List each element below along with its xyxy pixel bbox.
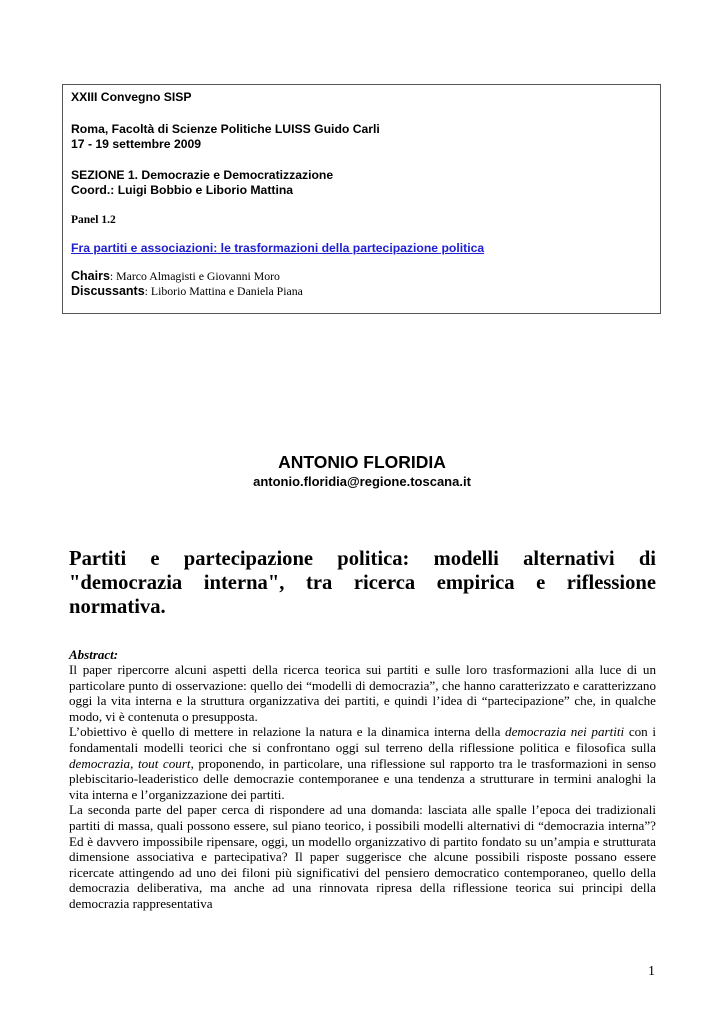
conference-name: XXIII Convegno SISP (71, 90, 192, 104)
abstract-p2-emphasis-3: tout court (137, 755, 191, 771)
discussants-line (71, 284, 303, 299)
chairs-label: Chairs (71, 269, 110, 283)
abstract-p2-emphasis-1: democrazia nei partiti (505, 724, 625, 740)
abstract-p2-text-e: una riflessione sul rapporto tra le trasformazioni in senso plebiscitario-leaderistico delle democrazie contemporanee e una tendenza a strutturare in termini analoghi la vita interna e l’organizzazione dei partiti. (69, 755, 656, 802)
abstract-p2-emphasis-2: democrazia (69, 755, 131, 771)
abstract-p2-text-a: L’obiettivo è quello di mettere in relazione la natura e la dinamica interna della (69, 724, 506, 740)
section-coordinators: Coord.: Luigi Bobbio e Liborio Mattina (71, 183, 294, 197)
page-number: 1 (648, 964, 655, 979)
abstract-p2-emphasis-4: , (339, 755, 343, 771)
chairs-line (71, 269, 280, 284)
abstract-paragraph-3: La seconda parte del paper cerca di rispondere ad una domanda: lasciata alle spalle l’epoca dei tradizionali partiti di massa, quali possono essere, sul piano teorico, i possibili modelli alternativi di “democrazia interna”? Ed è davvero impossibile ripensare, oggi, un modello organizzativo di partito fondato su un’ampia e strutturata dimensione associativa e partecipativa? Il paper suggerisce che alcune possibili risposte possano essere ricercate attingendo ad uno dei filoni più significativi del pensiero democratico contemporaneo, quello della democrazia deliberativa, ma anche ad una rinnovata ripresa della riflessione teorica sui principi della democrazia rappresentativa (69, 802, 656, 911)
section-title: SEZIONE 1. Democrazie e Democratizzazione (71, 168, 334, 182)
abstract-paragraph-1: Il paper ripercorre alcuni aspetti della ricerca teorica sui partiti e sulle loro trasformazioni alla luce di un particolare punto di osservazione: quello dei “modelli di democrazia”, che hanno caratterizzato e caratterizzano oggi la vita interna e la struttura organizzativa dei partiti, e quindi l’idea di “partecipazione” che, in qualche modo, vi è contenuta o presupposta. (69, 662, 656, 724)
discussants-names: : Liborio Mattina e Daniela Piana (144, 284, 303, 298)
chairs-names: : Marco Almagisti e Giovanni Moro (109, 269, 280, 283)
abstract-body (69, 662, 656, 912)
paper-title: Partiti e partecipazione politica: modelli alternativi di "democrazia interna", tra ricerca empirica e riflessione normativa. (69, 548, 656, 618)
abstract-p2-text-c: , (130, 755, 138, 771)
abstract-p2-text-d: , proponendo, in particolare (190, 755, 340, 771)
author-email: antonio.floridia@regione.toscana.it (253, 474, 471, 489)
conference-venue: Roma, Facoltà di Scienze Politiche LUISS Guido Carli (71, 122, 380, 136)
panel-number: Panel 1.2 (71, 214, 116, 226)
abstract-label: Abstract: (69, 647, 119, 662)
conference-dates: 17 - 19 settembre 2009 (71, 137, 202, 151)
abstract-paragraph-2 (69, 724, 656, 802)
discussants-label: Discussants (71, 284, 145, 298)
conference-info-box (62, 84, 661, 314)
abstract-p2-text-b: con i fondamentali modelli teorici che si confrontano oggi sul terreno della riflessione politica e filosofica sulla (69, 724, 656, 755)
panel-title-link[interactable]: Fra partiti e associazioni: le trasformazioni della partecipazione politica (71, 241, 485, 255)
author-name: ANTONIO FLORIDIA (278, 452, 446, 472)
